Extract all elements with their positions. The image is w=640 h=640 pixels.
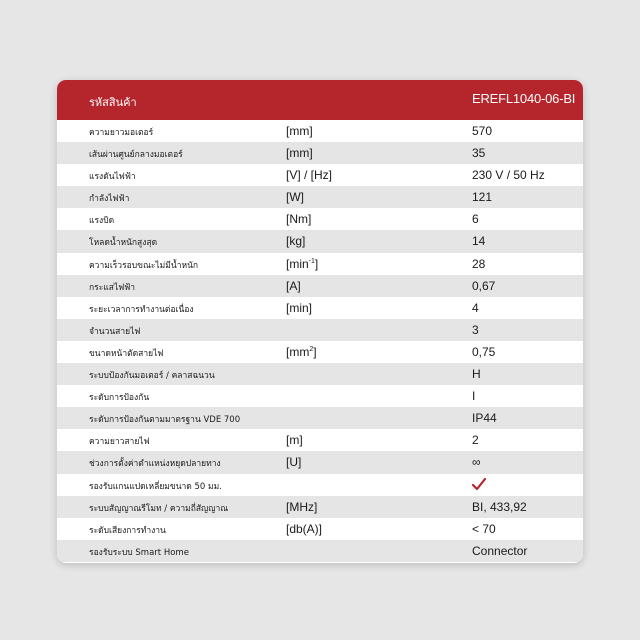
spec-label: แรงบิด xyxy=(89,216,115,227)
spec-value: 230 V / 50 Hz xyxy=(472,168,545,183)
spec-row xyxy=(57,496,583,518)
spec-row xyxy=(57,319,583,341)
spec-label: จำนวนสายไฟ xyxy=(89,326,141,337)
spec-unit-base: [mm xyxy=(286,344,310,359)
spec-unit xyxy=(286,234,305,248)
spec-unit-base: [min] xyxy=(286,300,313,315)
spec-value: 6 xyxy=(472,212,479,227)
spec-unit-base: [min xyxy=(286,256,309,271)
spec-unit-base: [Nm] xyxy=(286,212,312,227)
spec-value: 2 xyxy=(472,433,479,448)
spec-label: ความยาวมอเตอร์ xyxy=(89,128,154,138)
spec-row xyxy=(57,451,583,473)
spec-label: แรงดันไฟฟ้า xyxy=(89,172,136,183)
spec-unit-base: [kg] xyxy=(286,234,306,249)
spec-value: 3 xyxy=(472,322,479,337)
spec-label: ระดับเสียงการทำงาน xyxy=(89,525,166,536)
spec-unit xyxy=(286,124,313,138)
spec-row xyxy=(57,208,583,230)
spec-unit xyxy=(286,257,318,271)
spec-value: 0,75 xyxy=(472,344,496,359)
spec-label: ขนาดหน้าตัดสายไฟ xyxy=(89,348,164,359)
spec-row xyxy=(57,540,583,562)
spec-unit xyxy=(286,146,313,160)
spec-unit xyxy=(286,212,311,226)
spec-label: กระแสไฟฟ้า xyxy=(89,282,136,293)
spec-row xyxy=(57,429,583,451)
spec-unit xyxy=(286,522,322,536)
spec-row xyxy=(57,341,583,363)
spec-value: BI, 433,92 xyxy=(472,499,527,514)
spec-unit xyxy=(286,168,332,182)
spec-value: 570 xyxy=(472,124,493,138)
spec-value: H xyxy=(472,367,481,382)
spec-card xyxy=(57,80,583,563)
spec-label: เส้นผ่านศูนย์กลางมอเตอร์ xyxy=(89,150,183,161)
spec-value: 121 xyxy=(472,190,493,205)
spec-label: กำลังไฟฟ้า xyxy=(89,194,130,205)
spec-row xyxy=(57,142,583,164)
spec-unit xyxy=(286,500,317,514)
spec-label: ระบบป้องกันมอเตอร์ / คลาสฉนวน xyxy=(89,371,215,382)
spec-label: ระบบสัญญาณรีโมท / ความถี่สัญญาณ xyxy=(89,503,229,514)
spec-value: 4 xyxy=(472,300,479,315)
spec-value: IP44 xyxy=(472,411,497,426)
spec-unit xyxy=(286,190,304,204)
spec-label: ระดับการป้องกัน xyxy=(89,393,150,404)
spec-row xyxy=(57,474,583,496)
spec-unit-tail: ] xyxy=(314,256,319,271)
spec-value: Connector xyxy=(472,543,528,558)
spec-row xyxy=(57,297,583,319)
spec-value: I xyxy=(472,389,476,404)
spec-unit-base: [W] xyxy=(286,190,304,205)
spec-value: 0,67 xyxy=(472,278,496,293)
spec-unit xyxy=(286,301,312,315)
spec-row xyxy=(57,407,583,429)
spec-unit-superscript: -1 xyxy=(308,257,315,265)
spec-row xyxy=(57,186,583,208)
spec-unit xyxy=(286,279,301,293)
spec-label: รองรับระบบ Smart Home xyxy=(89,547,189,558)
spec-unit-base: [db(A)] xyxy=(286,521,323,536)
spec-value: ∞ xyxy=(472,455,481,470)
spec-row xyxy=(57,253,583,275)
spec-label: ความเร็วรอบขณะไม่มีน้ำหนัก xyxy=(89,260,199,271)
spec-unit xyxy=(286,433,303,447)
spec-unit-base: [MHz] xyxy=(286,499,318,514)
spec-unit xyxy=(286,455,301,469)
spec-row xyxy=(57,518,583,540)
spec-header xyxy=(57,80,583,120)
spec-row xyxy=(57,275,583,297)
check-icon xyxy=(472,478,486,491)
spec-unit-tail: ] xyxy=(313,344,317,359)
spec-unit-base: [A] xyxy=(286,278,301,293)
spec-label: ระดับการป้องกันตามมาตรฐาน VDE 700 xyxy=(89,415,241,426)
spec-unit-base: [mm] xyxy=(286,146,313,161)
spec-value: < 70 xyxy=(472,521,496,536)
spec-row xyxy=(57,363,583,385)
spec-label: ความยาวสายไฟ xyxy=(89,437,150,448)
spec-row xyxy=(57,120,583,142)
spec-unit-base: [U] xyxy=(286,455,302,470)
spec-value: 14 xyxy=(472,234,486,249)
spec-label: ช่วงการตั้งค่าตำแหน่งหยุดปลายทาง xyxy=(89,459,221,470)
spec-unit-base: [m] xyxy=(286,433,303,448)
spec-label: รองรับแกนแปดเหลี่ยมขนาด 50 มม. xyxy=(89,481,222,492)
spec-unit-base: [mm] xyxy=(286,124,313,138)
spec-row xyxy=(57,385,583,407)
spec-label: โหลดน้ำหนักสูงสุด xyxy=(89,238,158,249)
spec-unit-superscript: 2 xyxy=(309,345,314,353)
spec-value: 35 xyxy=(472,146,486,161)
spec-value: 28 xyxy=(472,256,486,271)
product-code-label: รหัสสินค้า xyxy=(89,96,137,109)
spec-unit xyxy=(286,345,317,359)
spec-table xyxy=(57,120,583,562)
spec-label: ระยะเวลาการทำงานต่อเนื่อง xyxy=(89,304,194,315)
product-code-value: EREFL1040-06-BI xyxy=(472,91,576,106)
spec-unit-base: [V] / [Hz] xyxy=(286,168,333,183)
spec-row xyxy=(57,230,583,252)
spec-row xyxy=(57,164,583,186)
